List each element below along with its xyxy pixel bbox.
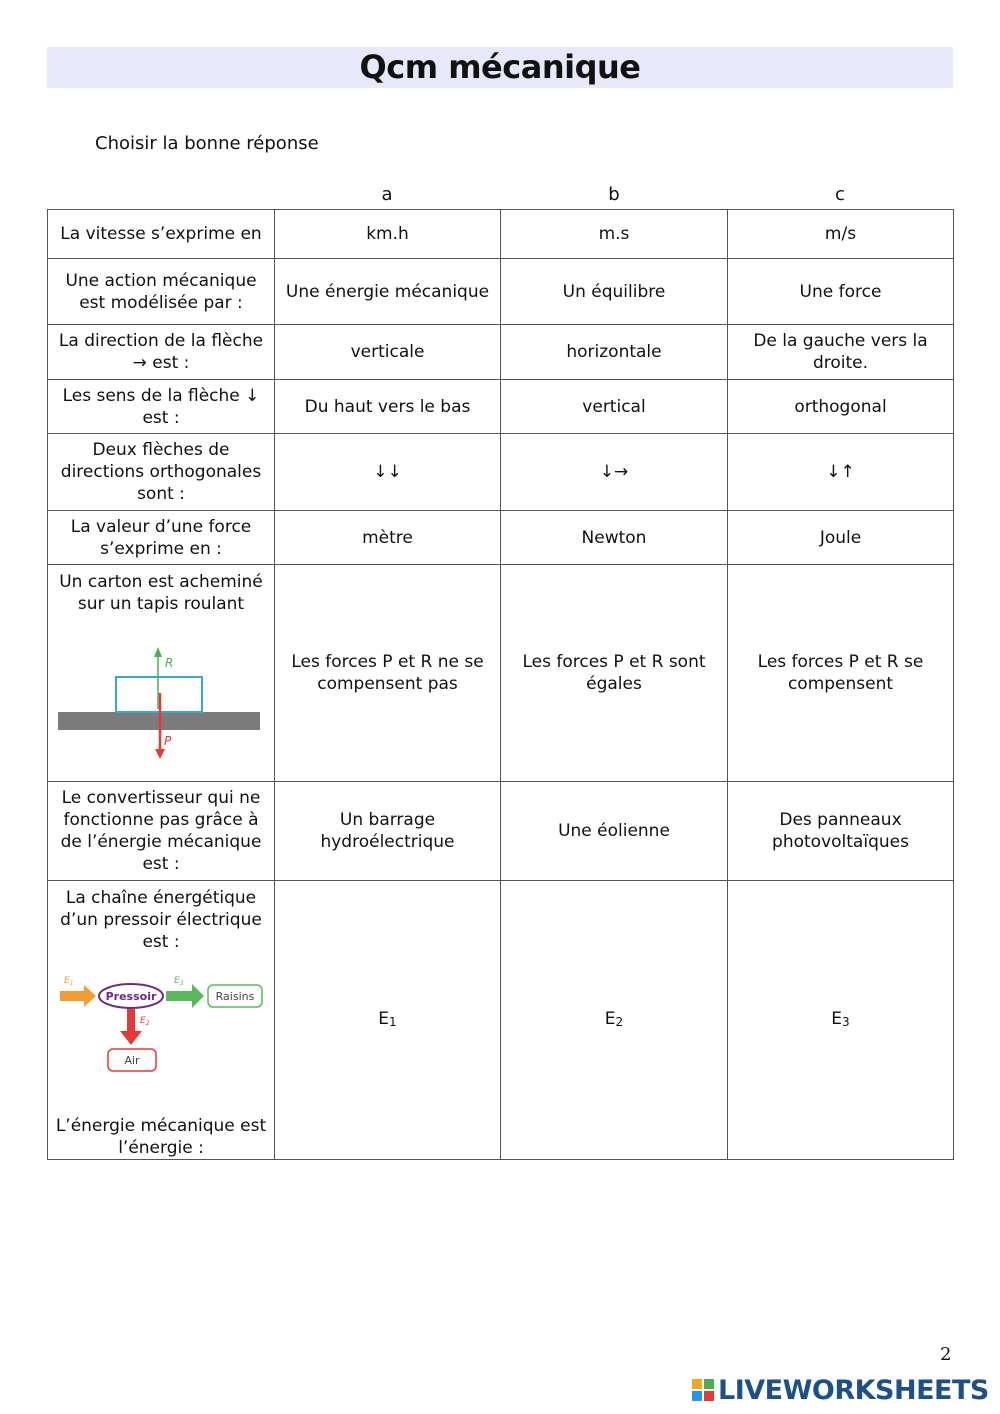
table-row	[48, 782, 954, 881]
answer-c[interactable]: Joule	[728, 511, 954, 565]
loss-energy-label: $E_2$	[140, 1016, 150, 1027]
brand-logo	[692, 1374, 989, 1406]
column-header-a: a	[381, 184, 393, 205]
answer-c[interactable]: De la gauche vers la droite.	[728, 325, 954, 380]
raisins-label: Raisins	[215, 990, 255, 1003]
output-energy-label: $E_3$	[174, 976, 184, 987]
table-row	[48, 380, 954, 434]
brand-name: LIVEWORKSHEETS	[718, 1374, 989, 1406]
output-energy-arrow	[166, 984, 204, 1008]
answer-c[interactable]: Une force	[728, 259, 954, 325]
loss-energy-arrow	[120, 1009, 142, 1045]
answer-a[interactable]: ↓↓	[275, 434, 501, 511]
column-header-b: b	[608, 184, 620, 205]
table-row	[48, 259, 954, 325]
answer-c[interactable]: orthogonal	[728, 380, 954, 434]
qcm-table	[47, 209, 954, 1160]
air-label: Air	[124, 1054, 140, 1067]
answer-a[interactable]: km.h	[275, 210, 501, 259]
answer-c[interactable]: Des panneaux photovoltaïques	[728, 782, 954, 881]
answer-b[interactable]: Les forces P et R sont égales	[501, 565, 728, 782]
answer-b[interactable]: m.s	[501, 210, 728, 259]
question-cell: Deux flèches de directions orthogonales sont :	[48, 434, 275, 511]
answer-b[interactable]: ↓→	[501, 434, 728, 511]
input-energy-label: $E_1$	[64, 976, 74, 987]
input-energy-arrow	[60, 985, 96, 1007]
answer-b[interactable]: vertical	[501, 380, 728, 434]
force-r-label: R	[165, 656, 174, 670]
table-row	[48, 325, 954, 380]
answer-b[interactable]: Un équilibre	[501, 259, 728, 325]
answer-a[interactable]: Un barrage hydroélectrique	[275, 782, 501, 881]
question-cell: La vitesse s’exprime en	[48, 210, 275, 259]
question-cell	[48, 565, 275, 782]
answer-b[interactable]: Une éolienne	[501, 782, 728, 881]
liveworksheets-logo-icon	[692, 1379, 714, 1401]
pressoir-label: Pressoir	[105, 990, 157, 1003]
answer-b[interactable]: horizontale	[501, 325, 728, 380]
question-cell: La valeur d’une force s’exprime en :	[48, 511, 275, 565]
table-row	[48, 434, 954, 511]
question-cell: La direction de la flèche → est :	[48, 325, 275, 380]
answer-b[interactable]: E2	[501, 881, 728, 1160]
force-p-arrowhead	[155, 749, 165, 759]
answer-c[interactable]: m/s	[728, 210, 954, 259]
question-cell: Le convertisseur qui ne fonctionne pas grâce à de l’énergie mécanique est :	[48, 782, 275, 881]
question-cell	[48, 881, 275, 1160]
column-header-c: c	[835, 184, 845, 205]
answer-b[interactable]: Newton	[501, 511, 728, 565]
answer-a[interactable]: verticale	[275, 325, 501, 380]
force-p-label: P	[164, 734, 172, 748]
answer-c[interactable]: ↓↑	[728, 434, 954, 511]
answer-a[interactable]: Une énergie mécanique	[275, 259, 501, 325]
answer-c[interactable]: E3	[728, 881, 954, 1160]
answer-a[interactable]: mètre	[275, 511, 501, 565]
energy-chain-diagram	[58, 971, 264, 1089]
answer-a[interactable]: E1	[275, 881, 501, 1160]
question-cell: Une action mécanique est modélisée par :	[48, 259, 275, 325]
table-row	[48, 881, 954, 1160]
answer-a[interactable]: Du haut vers le bas	[275, 380, 501, 434]
question-text: Un carton est acheminé sur un tapis roulant	[59, 572, 263, 614]
title-bar	[47, 47, 953, 88]
answer-a[interactable]: Les forces P et R ne se compensent pas	[275, 565, 501, 782]
force-r-arrowhead	[154, 647, 162, 657]
force-diagram	[58, 627, 264, 777]
page-title: Qcm mécanique	[359, 48, 641, 86]
question-text-end: L’énergie mécanique est l’énergie :	[55, 1116, 267, 1158]
table-row	[48, 565, 954, 782]
table-row	[48, 511, 954, 565]
page-number: 2	[940, 1344, 952, 1365]
instruction-text: Choisir la bonne réponse	[95, 133, 319, 154]
answer-c[interactable]: Les forces P et R se compensent	[728, 565, 954, 782]
table-row	[48, 210, 954, 259]
question-text: La chaîne énergétique d’un pressoir électrique est :	[60, 888, 262, 952]
question-cell: Les sens de la flèche ↓ est :	[48, 380, 275, 434]
